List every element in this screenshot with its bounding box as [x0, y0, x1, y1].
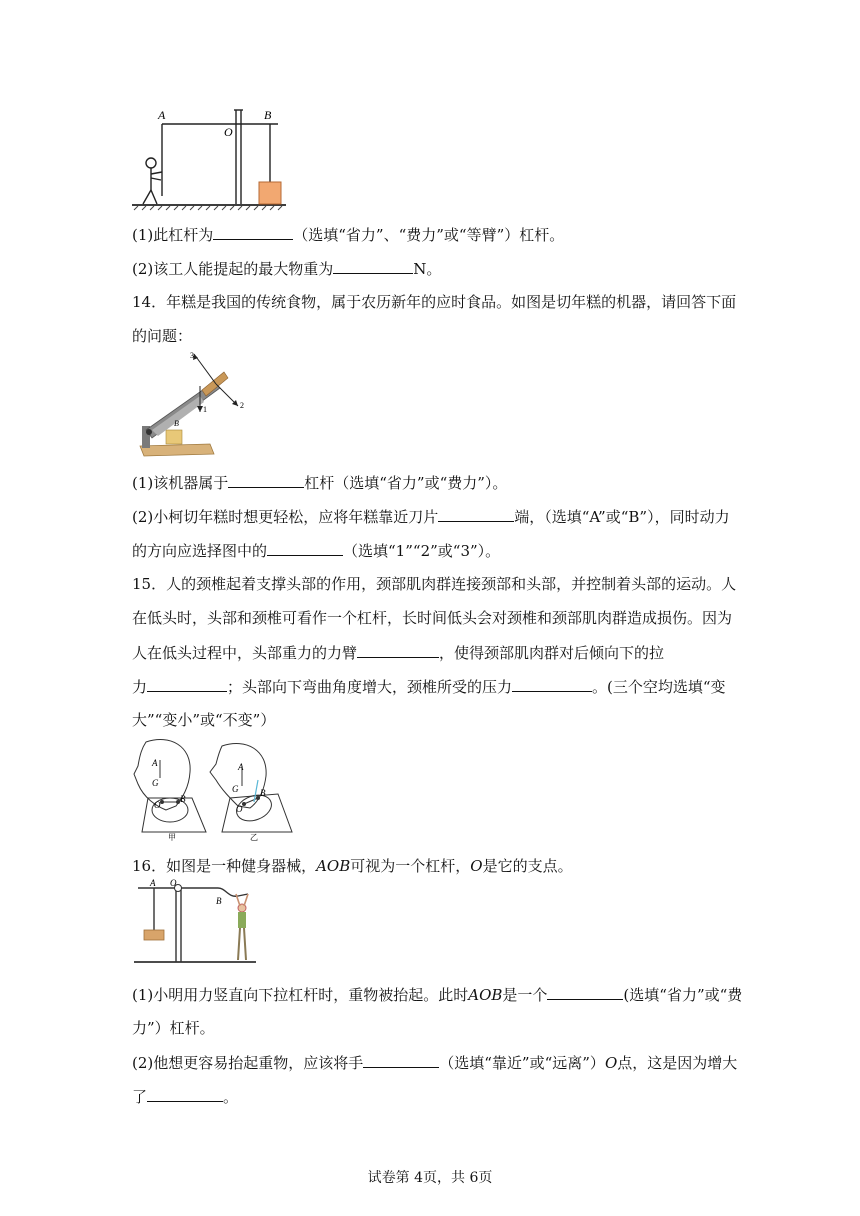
q16-stem: 16．如图是一种健身器械，AOB可视为一个杠杆，O是它的支点。 [132, 857, 573, 875]
q13-label-b: B [264, 108, 272, 122]
q16-label-a: A [150, 878, 156, 888]
q15-line4: 力 ；头部向下弯曲角度增大，颈椎所受的压力 。(三个空均选填“变 [132, 678, 726, 696]
q15-line2: 在低头时，头部和颈椎可看作一个杠杆，长时间低头会对颈椎和颈部肌肉群造成损伤。因为 [132, 609, 733, 627]
answer-blank[interactable] [547, 984, 623, 1000]
q13-label-o: O [224, 125, 233, 139]
q16-part1: (1)小明用力竖直向下拉杠杆时，重物被抬起。此时AOB是一个 (选填“省力”或“费 [132, 986, 743, 1004]
q15-yi-label-g: G [232, 784, 239, 794]
q16-fitness-machine-figure [130, 878, 260, 970]
q13-part1: (1)此杠杆为 （选填“省力”、“费力”或“等臂”）杠杆。 [132, 226, 565, 244]
q14-rice-cake-cutter-figure [130, 350, 250, 462]
answer-blank[interactable] [147, 676, 227, 692]
q13-part2: (2)该工人能提起的最大物重为 N。 [132, 260, 442, 278]
q14-stem-line1: 14．年糕是我国的传统食物，属于农历新年的应时食品。如图是切年糕的机器，请回答下面 [132, 293, 737, 311]
q15-jia-label-o: O [154, 800, 161, 810]
q14-part2: (2)小柯切年糕时想更轻松，应将年糕靠近刀片 端，（选填“A”或“B”），同时动力 [132, 508, 730, 526]
answer-blank[interactable] [267, 540, 343, 556]
answer-blank[interactable] [357, 642, 439, 658]
q15-line1: 15．人的颈椎起着支撑头部的作用，颈部肌肉群连接颈部和头部，并控制着头部的运动。人 [132, 575, 737, 593]
answer-blank[interactable] [228, 472, 304, 488]
answer-blank[interactable] [147, 1086, 223, 1102]
q15-line3: 人在低头过程中，头部重力的力臂 ，使得颈部肌肉群对后倾向下的拉 [132, 644, 665, 662]
answer-blank[interactable] [333, 258, 413, 274]
q16-label-b: B [216, 896, 222, 906]
q14-label-2: 2 [240, 401, 244, 410]
q15-caption-yi: 乙 [250, 833, 258, 842]
q15-line5: 大”“变小”或“不变”） [132, 711, 276, 729]
answer-blank[interactable] [512, 676, 592, 692]
q15-caption-jia: 甲 [168, 833, 176, 842]
q15-yi-label-a: A [238, 762, 244, 772]
q15-yi-label-b: B [260, 788, 266, 798]
q14-part2-cont: 的方向应选择图中的 （选填“1”“2”或“3”）。 [132, 542, 501, 560]
q14-label-b: B [174, 419, 179, 428]
q13-lever-figure [128, 106, 290, 212]
q14-part1: (1)该机器属于 杠杆（选填“省力”或“费力”）。 [132, 474, 508, 492]
q15-jia-label-a: A [152, 758, 158, 768]
q14-label-1: 1 [203, 405, 207, 414]
answer-blank[interactable] [213, 224, 293, 240]
q14-label-3: 3 [190, 351, 194, 360]
q15-yi-label-o: O [236, 804, 243, 814]
q14-stem-line2: 的问题： [132, 327, 193, 345]
q13-label-a: A [158, 108, 166, 122]
q16-label-o: O [170, 878, 177, 888]
page-footer: 试卷第 4页，共 6页 [367, 1170, 493, 1186]
q16-part1-cont: 力”）杠杆。 [132, 1019, 215, 1037]
q15-jia-label-b: B [180, 794, 186, 804]
answer-blank[interactable] [363, 1052, 439, 1068]
q16-part2: (2)他想更容易抬起重物，应该将手 （选填“靠近”或“远离”）O点，这是因为增大 [132, 1054, 738, 1072]
q15-neck-lever-figure [126, 736, 312, 842]
q15-jia-label-g: G [152, 778, 159, 788]
q16-part2-cont: 了 。 [132, 1088, 239, 1106]
answer-blank[interactable] [438, 506, 514, 522]
